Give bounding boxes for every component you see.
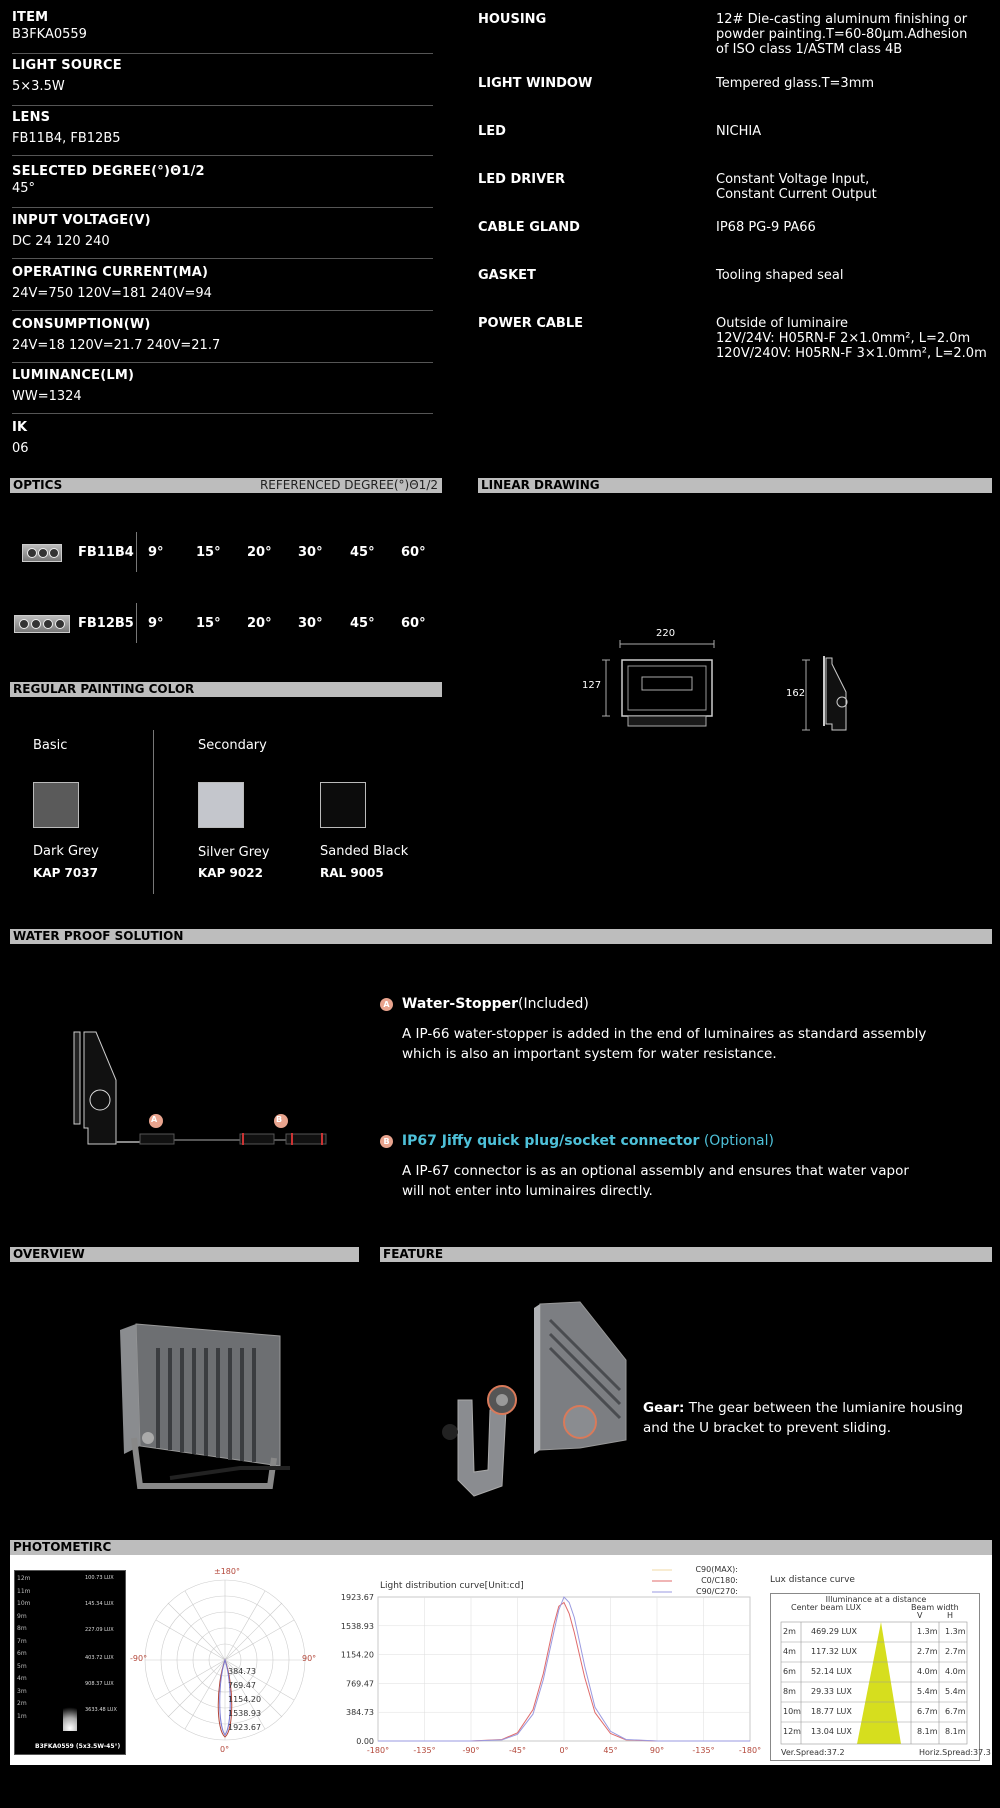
polar-diagram [130, 1565, 320, 1755]
lux-cell-h: 2.7m [945, 1647, 966, 1656]
spec-label: LENS [12, 110, 51, 125]
isolux-value: 100.73 LUX [85, 1575, 114, 1581]
isolux-distance: 5m [17, 1662, 27, 1670]
lux-cell-v: 5.4m [917, 1687, 938, 1696]
isolux-value: 3633.48 LUX [85, 1707, 117, 1713]
spec-value: B3FKA0559 [12, 27, 87, 42]
spec-value: Constant Voltage Input, Constant Current Output [716, 172, 877, 202]
lens-image [14, 615, 70, 633]
degree-option: 30° [298, 616, 323, 631]
lux-cell-v: 2.7m [917, 1647, 938, 1656]
spec-value: NICHIA [716, 124, 762, 139]
y-tick-label: 1154.20 [340, 1650, 374, 1660]
polar-label-bottom: 0° [220, 1745, 230, 1754]
x-tick-label: -45° [508, 1746, 527, 1755]
lux-cell-d: 8m [783, 1687, 796, 1696]
color-code: KAP 9022 [198, 866, 263, 880]
spec-value: 5×3.5W [12, 79, 65, 94]
y-tick-label: 384.73 [346, 1708, 374, 1718]
lens-name: FB12B5 [78, 616, 134, 631]
spec-label: INPUT VOLTAGE(V) [12, 213, 151, 228]
depth-dimension: 162 [786, 688, 806, 699]
linear-drawing-header: LINEAR DRAWING [478, 478, 992, 493]
spec-label: LIGHT WINDOW [478, 76, 593, 91]
spec-label: SELECTED DEGREE(°)Θ1/2 [12, 164, 205, 179]
x-tick-label: 45° [603, 1746, 618, 1755]
spec-label: LED [478, 124, 506, 139]
degree-option: 20° [247, 545, 272, 560]
spec-value: Tempered glass.T=3mm [716, 76, 875, 91]
connector-title: B IP67 Jiffy quick plug/socket connector (Optional) [380, 1133, 774, 1149]
linear-drawing [560, 620, 890, 740]
isolux-value: 403.72 LUX [85, 1655, 114, 1661]
degree-option: 60° [401, 616, 426, 631]
isolux-distance: 1m [17, 1712, 27, 1720]
color-code: RAL 9005 [320, 866, 384, 880]
lux-table-col2: Beam width [911, 1603, 959, 1612]
spec-value: IP68 PG-9 PA66 [716, 220, 816, 235]
x-tick-label: 0° [559, 1746, 569, 1755]
basic-label: Basic [33, 738, 68, 753]
polar-label-right: 90° [302, 1654, 317, 1663]
polar-ring-value: 1923.67 [228, 1723, 262, 1732]
spec-item [478, 172, 988, 204]
chart-title: Light distribution curve[Unit:cd] [380, 1581, 524, 1591]
feature-header: FEATURE [380, 1247, 992, 1262]
degree-option: 15° [196, 616, 221, 631]
y-tick-label: 1538.93 [340, 1621, 374, 1631]
secondary-label: Secondary [198, 738, 267, 753]
lux-distance-table [770, 1593, 991, 1761]
polar-ring-value: 769.47 [228, 1681, 256, 1690]
isolux-distance: 6m [17, 1650, 27, 1657]
lens-name: FB11B4 [78, 545, 134, 560]
degree-option: 30° [298, 545, 323, 560]
lux-cell-d: 4m [783, 1647, 796, 1656]
isolux-distance: 11m [17, 1587, 31, 1595]
divider [153, 730, 154, 894]
lux-cell-v: 4.0m [917, 1667, 938, 1676]
marker-b-label: B [276, 1115, 283, 1124]
lux-cell-lux: 469.29 LUX [811, 1627, 857, 1636]
x-tick-label: -135° [692, 1746, 715, 1755]
lux-cell-lux: 29.33 LUX [811, 1687, 852, 1696]
isolux-distance: 8m [17, 1625, 27, 1632]
lux-cell-d: 6m [783, 1667, 796, 1676]
photometric-panel [10, 1555, 992, 1765]
lux-table-title: Illuminance at a distance [825, 1595, 927, 1604]
lux-cell-v: 8.1m [917, 1727, 938, 1736]
lux-cell-lux: 117.32 LUX [811, 1647, 857, 1656]
legend-c90-max: C90(MAX): [695, 1565, 738, 1574]
legend-c0-c180: C0/C180: [701, 1576, 738, 1585]
color-swatch-silver-grey [198, 782, 244, 828]
polar-label-left: -90° [130, 1654, 148, 1663]
degree-option: 45° [350, 616, 375, 631]
lux-cell-h: 5.4m [945, 1687, 966, 1696]
spec-item [12, 58, 433, 106]
overview-header: OVERVIEW [10, 1247, 359, 1262]
x-tick-label: -180° [738, 1746, 762, 1755]
lux-cell-h: 6.7m [945, 1707, 966, 1716]
polar-label-top: ±180° [214, 1567, 240, 1576]
gear-feature-text: Gear: The gear between the lumianire housing and the U bracket to prevent sliding. [643, 1400, 964, 1436]
x-tick-label: -135° [413, 1746, 436, 1755]
dimension-drawing [560, 620, 890, 740]
hor-spread: Horiz.Spread:37.3 [919, 1748, 991, 1757]
width-dimension: 220 [656, 628, 676, 639]
spec-label: CONSUMPTION(W) [12, 317, 151, 332]
lux-table-v: V [917, 1611, 923, 1620]
spec-value: 24V=750 120V=181 240V=94 [12, 286, 212, 301]
isolux-diagram [14, 1570, 126, 1755]
optics-subtitle: REFERENCED DEGREE(°)Θ1/2 [259, 478, 438, 492]
degree-option: 15° [196, 545, 221, 560]
spec-item [478, 124, 988, 144]
degree-option: 60° [401, 545, 426, 560]
water-stopper-title: A Water-Stopper(Included) [380, 996, 589, 1012]
color-name: Sanded Black [320, 844, 409, 859]
lens-image [22, 544, 62, 562]
degree-option: 9° [148, 545, 164, 560]
lux-cell-d: 2m [783, 1627, 796, 1636]
isolux-value: 145.34 LUX [85, 1601, 114, 1607]
spec-item [478, 268, 988, 288]
marker-a-label: A [151, 1115, 158, 1124]
light-spot [63, 1703, 77, 1731]
spec-value: 12# Die-casting aluminum finishing or powder painting.T=60-80μm.Adhesion of ISO class 1/ASTM class 4B [716, 12, 968, 57]
x-tick-label: 90° [649, 1746, 665, 1755]
photometric-header: PHOTOMETIRC [10, 1540, 992, 1555]
spec-value: WW=1324 [12, 389, 82, 404]
spec-label: OPERATING CURRENT(MA) [12, 265, 209, 280]
color-name: Dark Grey [33, 844, 99, 859]
isolux-value: 227.09 LUX [85, 1627, 114, 1633]
spec-item [12, 317, 433, 363]
light-distribution-chart [330, 1557, 770, 1762]
ver-spread: Ver.Spread:37.2 [781, 1748, 845, 1757]
isolux-distance: 10m [17, 1600, 31, 1607]
spec-label: GASKET [478, 268, 536, 283]
lux-cell-h: 8.1m [945, 1727, 966, 1736]
lux-cell-lux: 13.04 LUX [811, 1727, 852, 1736]
y-tick-label: 0.00 [356, 1737, 374, 1746]
color-swatch-sanded-black [320, 782, 366, 828]
marker-b-icon: B [380, 1135, 393, 1148]
lux-cell-v: 1.3m [917, 1627, 938, 1636]
polar-ring-value: 1154.20 [228, 1695, 262, 1704]
degree-option: 9° [148, 616, 164, 631]
spec-item [12, 265, 433, 311]
x-tick-label: -180° [366, 1746, 390, 1755]
lux-cell-h: 1.3m [945, 1627, 966, 1636]
spec-value: 06 [12, 441, 29, 456]
lux-cell-lux: 52.14 LUX [811, 1667, 852, 1676]
spec-item [12, 10, 433, 54]
spec-item [12, 420, 433, 462]
y-tick-label: 769.47 [346, 1679, 374, 1689]
spec-value: Tooling shaped seal [716, 268, 844, 283]
connector-description: A IP-67 connector is as an optional assembly and ensures that water vapor will not enter into luminaires directly. [402, 1163, 909, 1199]
lux-cell-d: 10m [783, 1707, 801, 1716]
waterproof-illustration [60, 1020, 350, 1170]
marker-a-icon: A [380, 998, 393, 1011]
spec-label: CABLE GLAND [478, 220, 580, 235]
color-swatch-dark-grey [33, 782, 79, 828]
color-code: KAP 7037 [33, 866, 98, 880]
waterproof-header: WATER PROOF SOLUTION [10, 929, 992, 944]
lux-table-col1: Center beam LUX [791, 1603, 862, 1612]
divider [136, 532, 137, 572]
lux-cell-lux: 18.77 LUX [811, 1707, 852, 1716]
feature-gear-image [430, 1300, 630, 1500]
spec-item [12, 213, 433, 259]
lux-distance-title: Lux distance curve [770, 1575, 855, 1585]
optics-header: OPTICS REFERENCED DEGREE(°)Θ1/2 [10, 478, 442, 493]
height-dimension: 127 [582, 680, 602, 691]
spec-label: ITEM [12, 10, 49, 25]
painting-header: REGULAR PAINTING COLOR [10, 682, 442, 697]
spec-label: LIGHT SOURCE [12, 58, 122, 73]
spec-label: LUMINANCE(LM) [12, 368, 135, 383]
spec-item [478, 12, 988, 62]
isolux-distance: 9m [17, 1612, 27, 1620]
optic-row [12, 532, 442, 572]
isolux-distance: 3m [17, 1687, 27, 1695]
optic-row [12, 603, 442, 643]
spec-value: FB11B4, FB12B5 [12, 131, 121, 146]
spec-item [12, 110, 433, 156]
lux-cell-v: 6.7m [917, 1707, 938, 1716]
spec-item [478, 316, 988, 366]
degree-option: 20° [247, 616, 272, 631]
isolux-distance: 2m [17, 1700, 27, 1707]
isolux-distance: 12m [17, 1575, 31, 1582]
spec-value: Outside of luminaire 12V/24V: H05RN-F 2×1.0mm², L=2.0m 120V/240V: H05RN-F 3×1.0mm², L=2.0m [716, 316, 987, 361]
spec-item [12, 164, 433, 208]
lux-cell-h: 4.0m [945, 1667, 966, 1676]
spec-item [12, 368, 433, 414]
spec-item [478, 220, 988, 240]
lux-cell-d: 12m [783, 1727, 801, 1736]
spec-value: DC 24 120 240 [12, 234, 110, 249]
spec-label: IK [12, 420, 28, 435]
water-stopper-description: A IP-66 water-stopper is added in the end of luminaires as standard assembly which is also an important system for water resistance. [402, 1026, 927, 1062]
degree-option: 45° [350, 545, 375, 560]
spec-label: LED DRIVER [478, 172, 566, 187]
polar-ring-value: 384.73 [228, 1667, 256, 1676]
spec-label: HOUSING [478, 12, 547, 27]
spec-label: POWER CABLE [478, 316, 584, 331]
color-name: Silver Grey [198, 845, 270, 860]
isolux-caption: B3FKA0559 (5x3.5W-45°) [35, 1743, 121, 1750]
divider [136, 603, 137, 643]
isolux-value: 908.37 LUX [85, 1681, 114, 1687]
x-tick-label: -90° [462, 1746, 480, 1755]
spec-value: 24V=18 120V=21.7 240V=21.7 [12, 338, 221, 353]
isolux-distance: 7m [17, 1637, 27, 1645]
polar-ring-value: 1538.93 [228, 1709, 262, 1718]
isolux-distance: 4m [17, 1675, 27, 1682]
legend-c90-c270: C90/C270: [695, 1587, 738, 1596]
spec-value: 45° [12, 181, 36, 196]
spec-item [478, 76, 988, 96]
lux-table-h: H [947, 1611, 954, 1620]
y-tick-label: 1923.67 [340, 1593, 374, 1602]
product-overview-image [110, 1318, 300, 1498]
